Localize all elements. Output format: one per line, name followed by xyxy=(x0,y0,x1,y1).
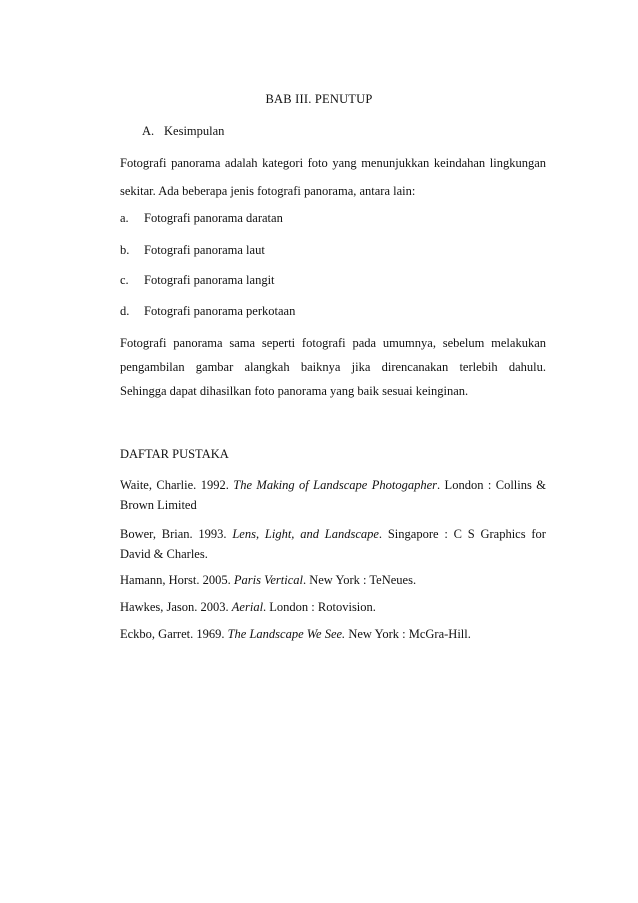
list-item xyxy=(120,211,283,226)
list-item-text: Fotografi panorama langit xyxy=(144,273,275,287)
reference-publisher: . New York : TeNeues. xyxy=(302,573,417,587)
list-marker: c. xyxy=(120,273,129,287)
reference-publisher: . London : Rotovision. xyxy=(263,600,376,614)
list-marker: d. xyxy=(120,304,130,318)
list-item xyxy=(120,304,295,319)
reference-continuation: David & Charles. xyxy=(120,547,208,561)
reference-author-year: Hamann, Horst. 2005. xyxy=(120,573,231,587)
reference-line xyxy=(120,475,546,495)
reference-publisher: . London : Collins & xyxy=(437,478,547,492)
reference-author-year: Eckbo, Garret. 1969. xyxy=(120,627,225,641)
reference-publisher: New York : McGra-Hill. xyxy=(345,627,471,641)
list-item xyxy=(120,243,265,258)
closing-paragraph-line-1: Fotografi panorama sama seperti fotografi pada umumnya, sebelum melakukan xyxy=(120,336,546,350)
reference-entry xyxy=(120,624,546,644)
section-number: A. xyxy=(142,124,155,138)
reference-title: Aerial xyxy=(231,600,264,614)
reference-title: The Landscape We See. xyxy=(227,627,346,641)
intro-paragraph-line-1: Fotografi panorama adalah kategori foto yang menunjukkan keindahan lingkungan xyxy=(120,156,546,170)
closing-paragraph-line-2: pengambilan gambar alangkah baiknya jika direncanakan terlebih dahulu. xyxy=(120,360,546,374)
reference-author-year: Bower, Brian. 1993. xyxy=(120,527,227,541)
chapter-title: BAB III. PENUTUP xyxy=(265,92,373,106)
section-heading xyxy=(142,124,224,139)
list-marker: b. xyxy=(120,243,130,257)
bibliography-title: DAFTAR PUSTAKA xyxy=(120,447,229,461)
section-title: Kesimpulan xyxy=(164,124,225,138)
reference-continuation: Brown Limited xyxy=(120,498,197,512)
list-item-text: Fotografi panorama perkotaan xyxy=(144,304,296,318)
reference-title: Paris Vertical xyxy=(233,573,303,587)
reference-author-year: Hawkes, Jason. 2003. xyxy=(120,600,229,614)
intro-paragraph-line-2: sekitar. Ada beberapa jenis fotografi panorama, antara lain: xyxy=(120,184,416,198)
reference-title: The Making of Landscape Photogapher xyxy=(233,478,438,492)
reference-title: Lens, Light, and Landscape xyxy=(232,527,379,541)
reference-entry xyxy=(120,524,546,564)
list-item xyxy=(120,273,275,288)
reference-entry xyxy=(120,475,546,515)
list-marker: a. xyxy=(120,211,129,225)
reference-entry xyxy=(120,597,546,617)
reference-line xyxy=(120,524,546,544)
closing-paragraph-line-3: Sehingga dapat dihasilkan foto panorama yang baik sesuai keinginan. xyxy=(120,384,469,398)
reference-author-year: Waite, Charlie. 1992. xyxy=(120,478,229,492)
reference-entry xyxy=(120,570,546,590)
list-item-text: Fotografi panorama daratan xyxy=(144,211,283,225)
reference-publisher: . Singapore : C S Graphics for xyxy=(378,527,546,541)
list-item-text: Fotografi panorama laut xyxy=(144,243,265,257)
